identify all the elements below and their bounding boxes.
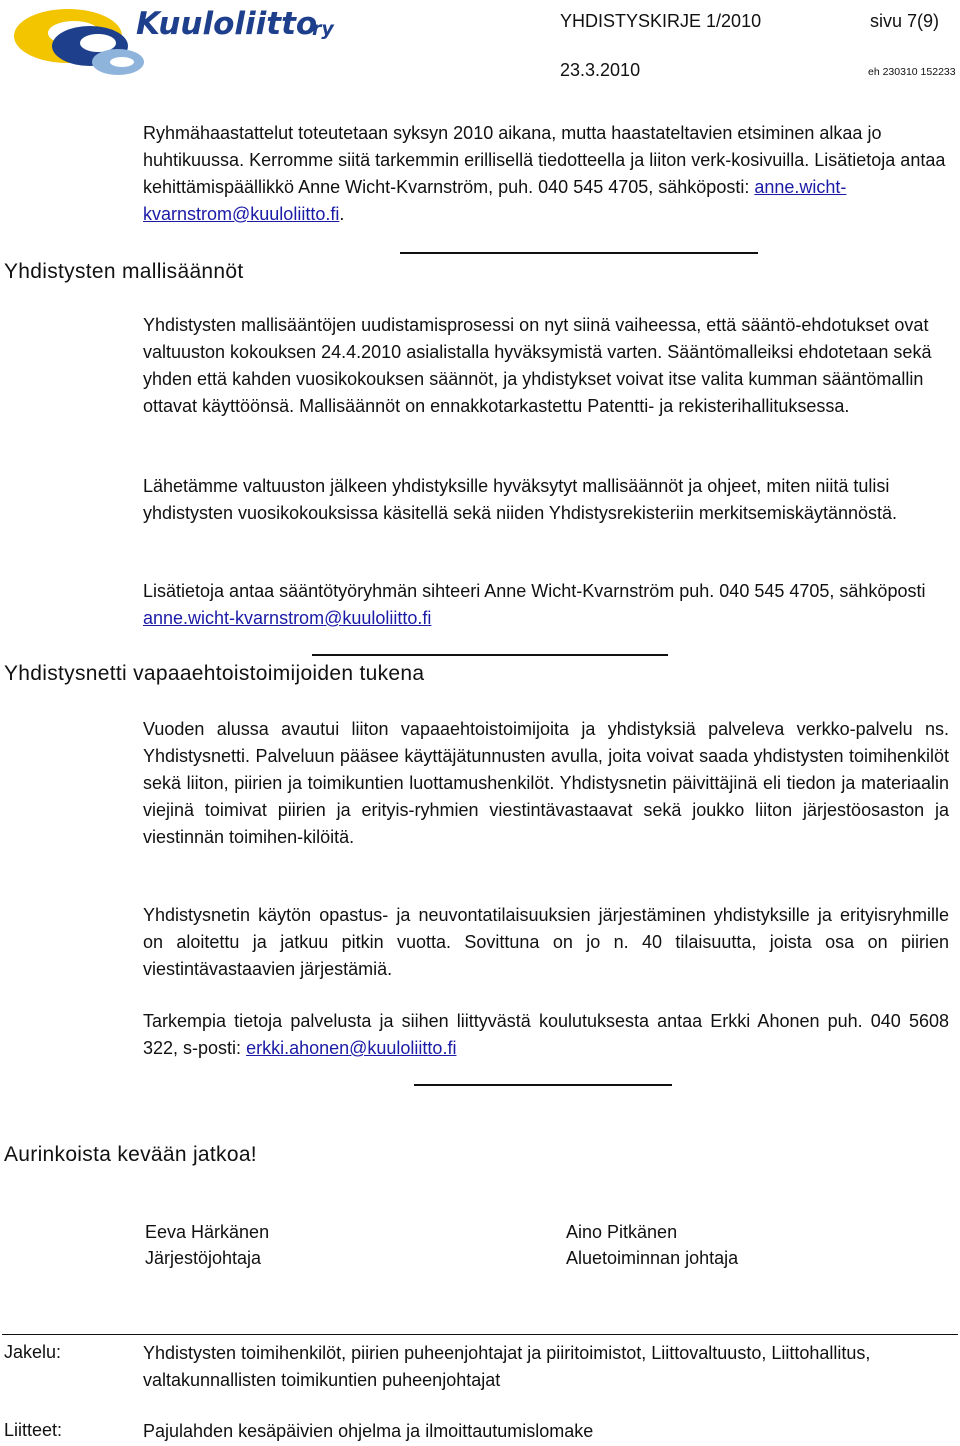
distribution-label: Jakelu: (4, 1342, 62, 1362)
section1-paragraph-3 (143, 578, 949, 632)
document-title: YHDISTYSKIRJE 1/2010 (560, 11, 762, 31)
section1-paragraph-1: Yhdistysten mallisääntöjen uudistamisprosessi on nyt siinä vaiheessa, että sääntö-ehdotukset ovat valtuuston kokouksen 24.4.2010 asialistalla hyväksymistä varten. Sääntömalleiksi ehdotetaan sekä yhden että kahden vuosikokouksen säännöt, ja yhdistykset voivat itse valita kumman sääntömallin ottavat käyttöönsä. Mallisäännöt on ennakkotarkastettu Patentti- ja rekisterihallituksessa. (143, 315, 932, 416)
document-date: 23.3.2010 (560, 60, 641, 80)
intro-paragraph (143, 120, 949, 228)
signature-name: Aino Pitkänen (566, 1222, 678, 1242)
section2-email-link[interactable]: erkki.ahonen@kuuloliitto.fi (246, 1038, 457, 1058)
section2-paragraph-2: Yhdistysnetin käytön opastus- ja neuvontatilaisuuksien järjestäminen yhdistyksille ja erityisryhmille on aloitettu ja jatkuu pitkin vuotta. Sovittuna on jo n. 40 tilaisuutta, joista osa on piirien viestintävastaavien järjestämiä. (143, 905, 949, 979)
signature-block-1 (145, 1219, 269, 1271)
kuuloliitto-logo (12, 4, 342, 78)
signature-name: Eeva Härkänen (145, 1222, 270, 1242)
section2-paragraph-1: Vuoden alussa avautui liiton vapaaehtoistoimijoita ja yhdistyksiä palveleva verkko-palvelu ns. Yhdistysnetti. Palveluun pääsee käyttäjätunnusten avulla, joita voivat saada yhdistysten toimihenkilöt sekä liiton, piirien ja toimikuntien luottamushenkilöt. Yhdistysnetin päivittäjinä eli tiedon ja materiaalin viejinä toimivat piirien ja erityis-ryhmien viestintävastaavat sekä joukko liiton järjestöosaston ja viestinnän toimihen-kilöitä. (143, 719, 949, 847)
section-heading-mallisaannot: Yhdistysten mallisäännöt (4, 260, 244, 283)
logo-wordmark: Kuuloliitto (136, 6, 318, 42)
section-divider (414, 1084, 672, 1086)
closing-greeting: Aurinkoista kevään jatkoa! (4, 1143, 257, 1166)
intro-email-link[interactable]: anne.wicht-kvarnstrom@kuuloliitto.fi (143, 177, 847, 224)
section1-email-link[interactable]: anne.wicht-kvarnstrom@kuuloliitto.fi (143, 608, 432, 628)
section2-paragraph-3 (143, 1008, 949, 1062)
section1-paragraph-2: Lähetämme valtuuston jälkeen yhdistyksille hyväksytyt mallisäännöt ja ohjeet, miten niitä tulisi yhdistysten vuosikokouksissa käsitellä sekä niiden Yhdistysrekisteriin merkitsemiskäytännöstä. (143, 476, 897, 523)
logo-suffix: ry (312, 18, 334, 40)
intro-trail: . (339, 204, 345, 224)
section1-p3-text: Lisätietoja antaa sääntötyöryhmän sihteeri Anne Wicht-Kvarnström puh. 040 545 4705, sähköposti (143, 581, 926, 601)
intro-text: Ryhmähaastattelut toteutetaan syksyn 2010 aikana, mutta haastateltavien etsiminen alkaa jo huhtikuussa. Kerromme siitä tarkemmin erillisellä tiedotteella ja liiton verk-kosivuilla. Lisätietoja antaa kehittämispäällikkö Anne Wicht-Kvarnström, puh. 040 545 4705, sähköposti: (143, 123, 946, 197)
section-divider (312, 654, 668, 656)
page-number: sivu 7(9) (870, 11, 940, 31)
attachments-label: Liitteet: (4, 1420, 63, 1440)
signature-title: Järjestöjohtaja (145, 1248, 262, 1268)
document-reference: eh 230310 152233 (868, 66, 956, 78)
footer-divider (2, 1334, 958, 1335)
section2-p3-text: Tarkempia tietoja palvelusta ja siihen liittyvästä koulutuksesta antaa Erkki Ahonen puh. 040 5608 322, s-posti: (143, 1011, 949, 1058)
section-heading-yhdistysnetti: Yhdistysnetti vapaaehtoistoimijoiden tukena (4, 662, 425, 685)
signature-title: Aluetoiminnan johtaja (566, 1248, 739, 1268)
section-divider (400, 252, 758, 254)
signature-block-2 (566, 1219, 738, 1271)
distribution-text: Yhdistysten toimihenkilöt, piirien puheenjohtajat ja piiritoimistot, Liittovaltuusto, Liittohallitus, valtakunnallisten toimikuntien puheenjohtajat (143, 1343, 871, 1390)
attachments-text: Pajulahden kesäpäivien ohjelma ja ilmoittautumislomake (143, 1421, 594, 1441)
